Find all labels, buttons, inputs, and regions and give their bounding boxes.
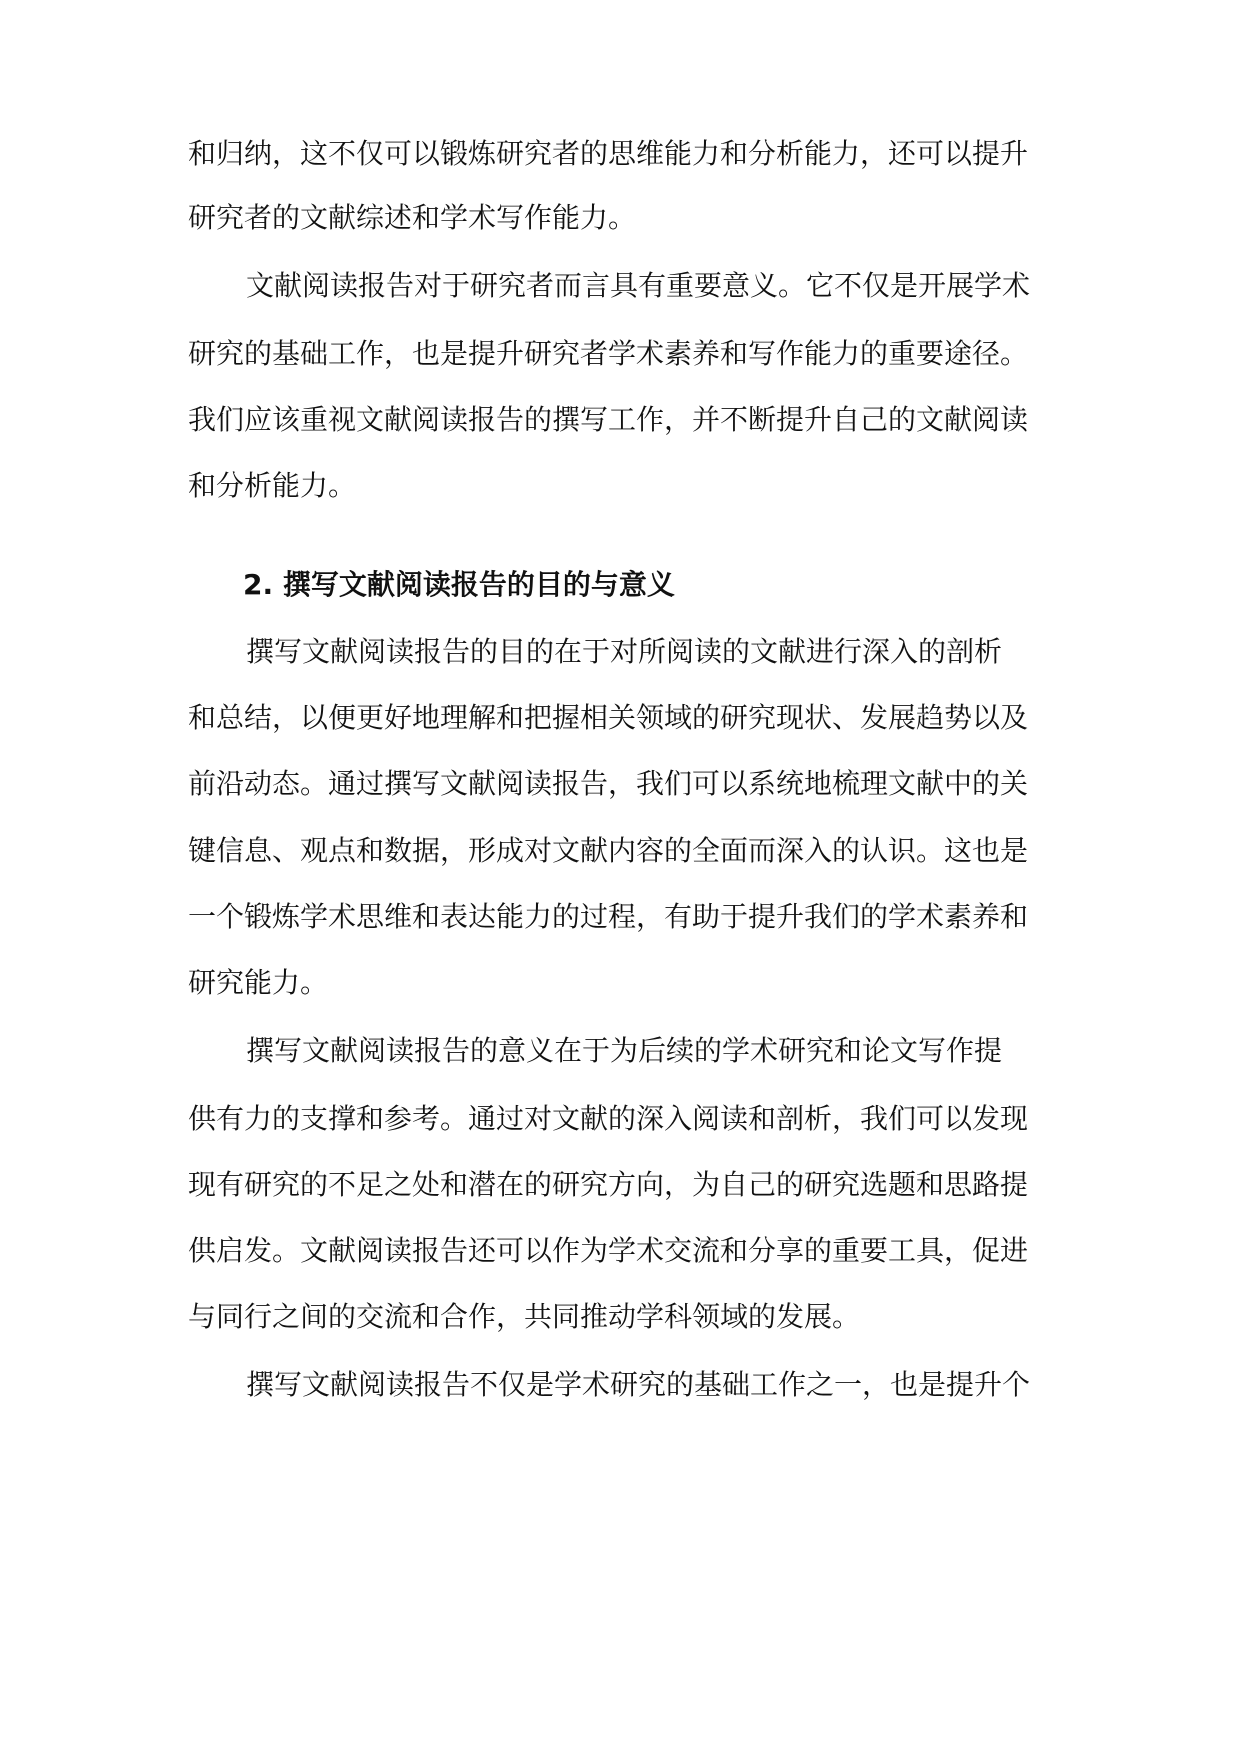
section-heading: 2. 撰写文献阅读报告的目的与意义 <box>243 568 675 601</box>
paragraph-3-line-5: 一个锻炼学术思维和表达能力的过程，有助于提升我们的学术素养和 <box>188 900 1029 933</box>
paragraph-5-line-1: 撰写文献阅读报告不仅是学术研究的基础工作之一，也是提升个 <box>246 1368 1031 1401</box>
paragraph-4-line-3: 现有研究的不足之处和潜在的研究方向，为自己的研究选题和思路提 <box>188 1168 1029 1201</box>
paragraph-3-line-3: 前沿动态。通过撰写文献阅读报告，我们可以系统地梳理文献中的关 <box>188 767 1029 800</box>
paragraph-4-line-4: 供启发。文献阅读报告还可以作为学术交流和分享的重要工具，促进 <box>188 1234 1029 1267</box>
paragraph-2-line-4: 和分析能力。 <box>188 469 357 502</box>
paragraph-2-line-3: 我们应该重视文献阅读报告的撰写工作，并不断提升自己的文献阅读 <box>188 403 1029 436</box>
paragraph-3-line-4: 键信息、观点和数据，形成对文献内容的全面而深入的认识。这也是 <box>188 834 1029 867</box>
paragraph-4-line-2: 供有力的支撑和参考。通过对文献的深入阅读和剖析，我们可以发现 <box>188 1102 1029 1135</box>
paragraph-3-line-1: 撰写文献阅读报告的目的在于对所阅读的文献进行深入的剖析 <box>246 635 1003 668</box>
paragraph-4-line-5: 与同行之间的交流和合作，共同推动学科领域的发展。 <box>188 1300 861 1333</box>
paragraph-1-line-2: 研究者的文献综述和学术写作能力。 <box>188 201 637 234</box>
paragraph-3-line-2: 和总结，以便更好地理解和把握相关领域的研究现状、发展趋势以及 <box>188 701 1029 734</box>
paragraph-2-line-2: 研究的基础工作，也是提升研究者学术素养和写作能力的重要途径。 <box>188 337 1029 370</box>
paragraph-3-line-6: 研究能力。 <box>188 966 329 999</box>
paragraph-1-line-1: 和归纳，这不仅可以锻炼研究者的思维能力和分析能力，还可以提升 <box>188 137 1029 170</box>
paragraph-2-line-1: 文献阅读报告对于研究者而言具有重要意义。它不仅是开展学术 <box>246 269 1031 302</box>
paragraph-4-line-1: 撰写文献阅读报告的意义在于为后续的学术研究和论文写作提 <box>246 1034 1003 1067</box>
